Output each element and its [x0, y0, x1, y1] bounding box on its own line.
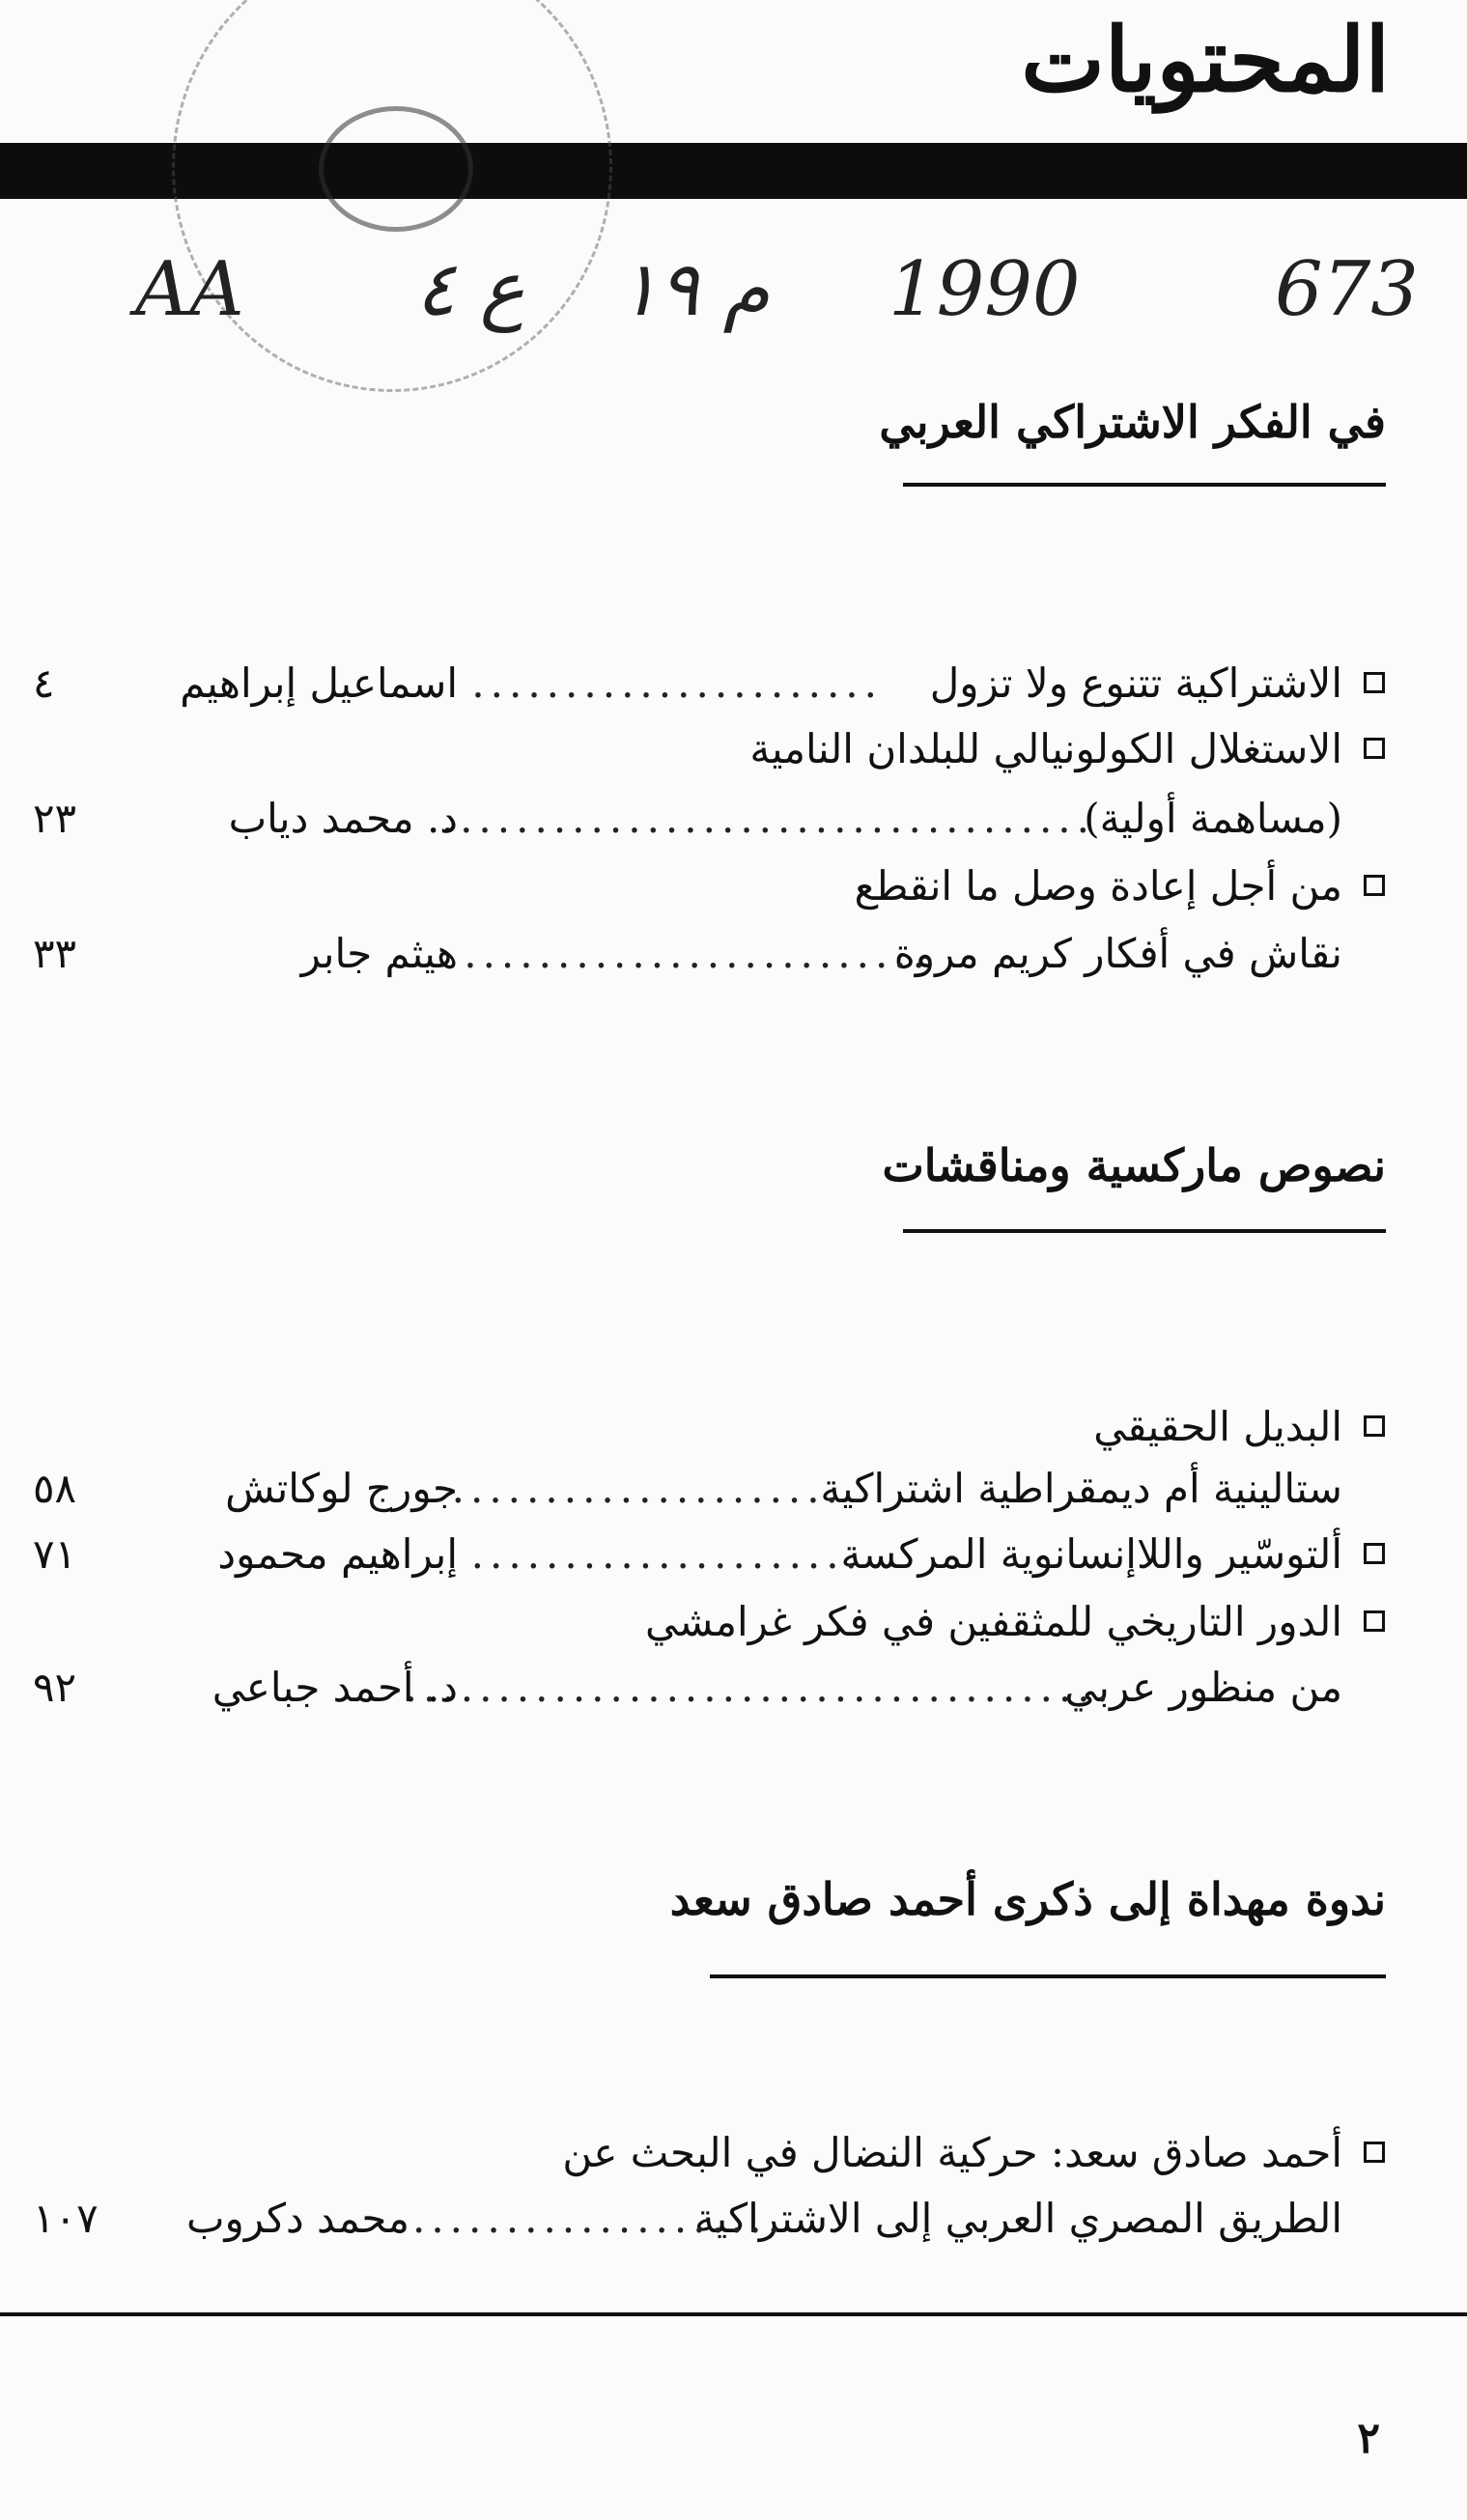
handwritten-reference: [135, 246, 1419, 362]
bullet-square-icon: [1364, 672, 1385, 693]
footer-rule: [0, 2312, 1467, 2316]
section-rule: [710, 1974, 1386, 1978]
toc-entry: البديل الحقيقي: [33, 1398, 1385, 1456]
stamp-inner-ring: [319, 106, 473, 232]
handwritten-number: 673: [1275, 246, 1419, 333]
entry-page: ٢٣: [33, 795, 77, 842]
bullet-square-icon: [1364, 1610, 1385, 1632]
entry-author: محمد دكروب: [186, 2195, 409, 2242]
section-heading-symposium: ندوة مهداة إلى ذكرى أحمد صادق سعد: [669, 1873, 1386, 1925]
section-heading-marxist-texts: نصوص ماركسية ومناقشات: [882, 1139, 1386, 1191]
toc-entry: من أجل إعادة وصل ما انقطع: [33, 857, 1385, 915]
bullet-square-icon: [1364, 1543, 1385, 1564]
entry-page: ٣٣: [33, 930, 77, 977]
toc-entry-continued: الطريق المصري العربي إلى الاشتراكية .................... محمد دكروب ١٠٧: [33, 2190, 1385, 2248]
entry-author: هيثم جابر: [300, 930, 458, 977]
toc-entry-continued: من منظور عربي ...................................... د. أحمد جباعي ٩٢: [33, 1659, 1385, 1717]
bullet-square-icon: [1364, 738, 1385, 759]
page-number: ٢: [1357, 2414, 1380, 2463]
entry-author: د. محمد دياب: [228, 795, 458, 842]
page-title: المحتويات: [1021, 8, 1390, 112]
entry-author: اسماعيل إبراهيم: [180, 659, 458, 707]
handwritten-code: AA: [135, 246, 244, 333]
toc-entry: الاستغلال الكولونيالي للبلدان النامية: [33, 720, 1385, 778]
entry-page: ١٠٧: [33, 2195, 99, 2242]
entry-page: ٩٢: [33, 1664, 77, 1711]
toc-entry: الاشتراكية تتنوع ولا تزول ...................... اسماعيل إبراهيم ٤: [33, 655, 1385, 713]
handwritten-issue: ع ٤: [415, 246, 525, 333]
entry-author: جورج لوكاتش: [225, 1465, 458, 1512]
bullet-square-icon: [1364, 875, 1385, 896]
toc-entry-continued: ستالينية أم ديمقراطية اشتراكية ..................... جورج لوكاتش ٥٨: [33, 1460, 1385, 1518]
toc-entry: الدور التاريخي للمثقفين في فكر غرامشي: [33, 1593, 1385, 1651]
entry-page: ٤: [33, 659, 55, 707]
bullet-square-icon: [1364, 2142, 1385, 2163]
bullet-square-icon: [1364, 1415, 1385, 1437]
section-rule: [903, 483, 1386, 487]
toc-entry: ألتوسّير واللاإنسانوية المركسة ..................... إبراهيم محمود ٧١: [33, 1526, 1385, 1583]
toc-entry: أحمد صادق سعد: حركية النضال في البحث عن: [33, 2124, 1385, 2182]
entry-author: د. أحمد جباعي: [212, 1664, 458, 1711]
handwritten-year: 1990: [889, 246, 1081, 333]
entry-author: إبراهيم محمود: [217, 1530, 458, 1578]
toc-entry-continued: نقاش في أفكار كريم مروة ......................... هيثم جابر ٣٣: [33, 925, 1385, 983]
section-rule: [903, 1229, 1386, 1233]
entry-page: ٥٨: [33, 1465, 77, 1512]
handwritten-volume: م ١٩: [618, 246, 770, 333]
toc-entry-continued: (مساهمة أولية) ................................... د. محمد دياب ٢٣: [33, 790, 1385, 848]
section-heading-arab-socialist-thought: في الفكر الاشتراكي العربي: [879, 396, 1386, 448]
entry-page: ٧١: [33, 1530, 77, 1578]
